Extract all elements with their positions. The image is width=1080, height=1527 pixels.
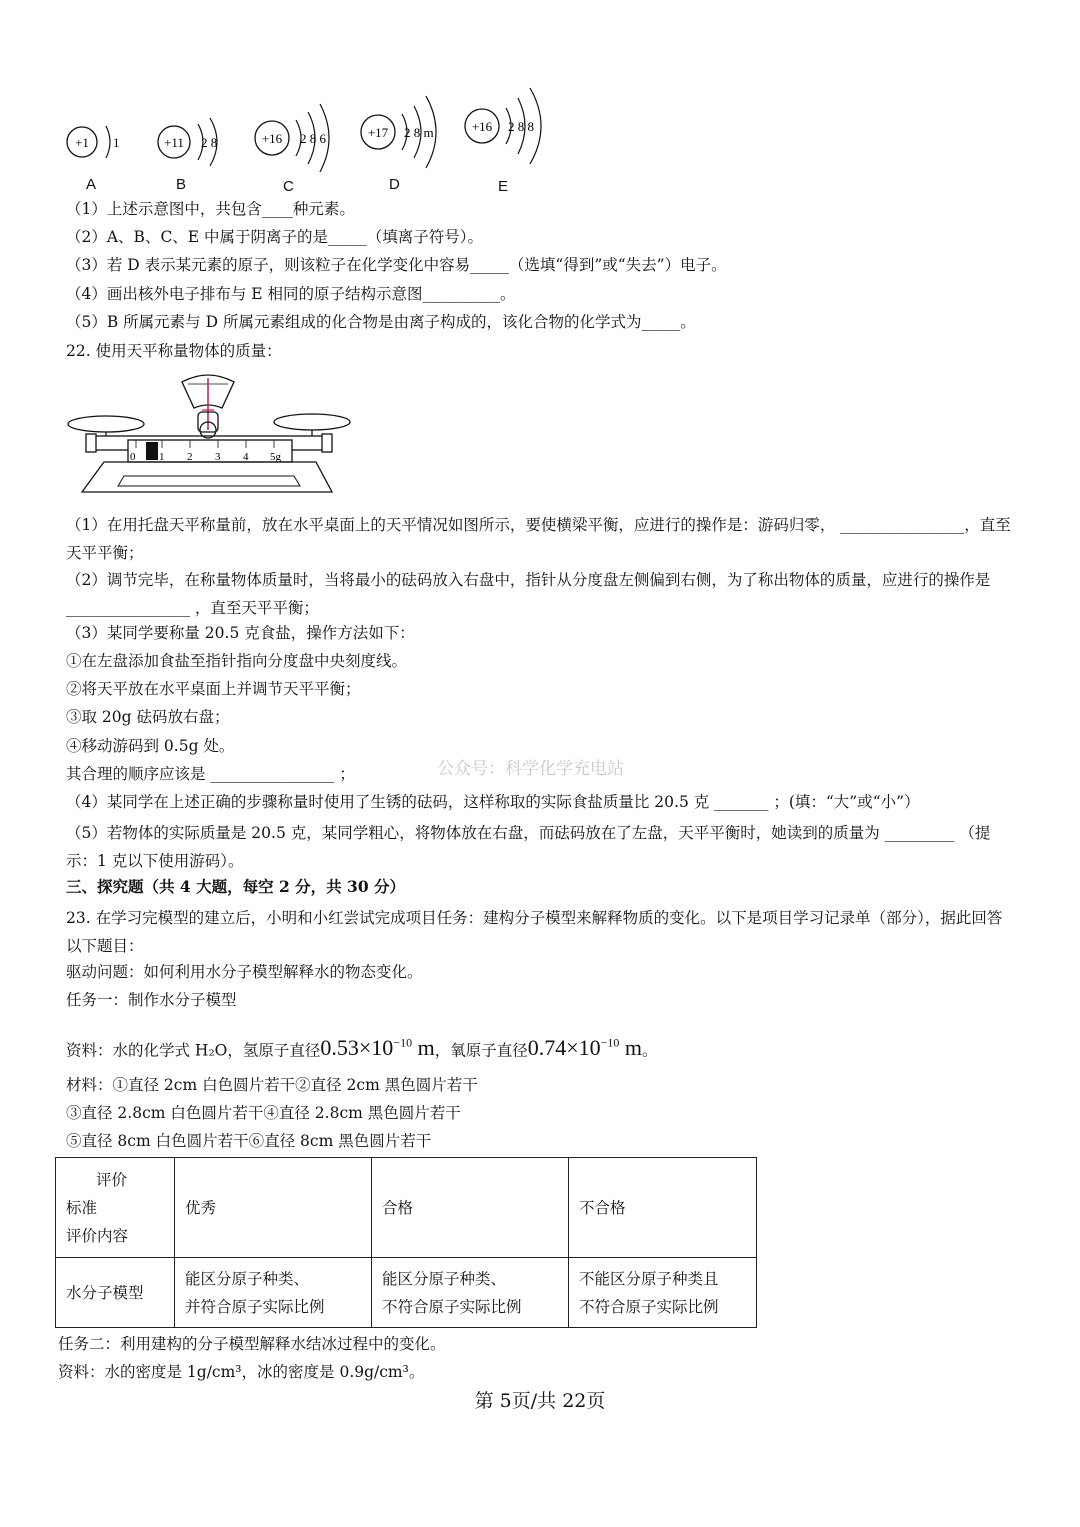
q22-p5: （5）若物体的实际质量是 20.5 克，某同学粗心，将物体放在右盘，而砝码放在了左盘，天平平衡时，她读到的质量为 _________ （提示：1 克以下使用游码）。 (66, 824, 991, 870)
q22-step-1: ①在左盘添加食盐至指针指向分度盘中央刻度线。 (66, 652, 408, 670)
q22-p1: （1）在用托盘天平称量前，放在水平桌面上的天平情况如图所示，要使横梁平衡，应进行的操作是：游码归零， ________________，直至天平平衡； (66, 516, 1011, 562)
q21-3: （3）若 D 表示某元素的原子，则该粒子在化学变化中容易_____（选填“得到”或“失去”）电子。 (66, 256, 727, 274)
atom-c-nucleus: +16 (261, 131, 283, 146)
atom-label-d: D (389, 176, 400, 193)
atom-a-svg (66, 112, 136, 172)
tick-5: 5g (270, 451, 281, 463)
atom-label-a: A (86, 176, 97, 193)
o-diameter: $0.74\times 10^{-10}$ m (527, 1035, 643, 1061)
atom-diagram-a (66, 112, 136, 176)
q23-materials-1: 材料：①直径 2cm 白色圆片若干②直径 2cm 黑色圆片若干 (66, 1076, 478, 1094)
atom-b-svg (158, 112, 238, 172)
tick-4: 4 (243, 451, 249, 463)
tick-0: 0 (130, 451, 136, 463)
q23-question: 驱动问题：如何利用水分子模型解释水的物态变化。 (66, 963, 423, 981)
cell-pass: 能区分原子种类、 不符合原子实际比例 (372, 1258, 569, 1328)
atom-d-svg (360, 92, 460, 172)
q22-p2: （2）调节完毕，在称量物体质量时，当将最小的砝码放入右盘中，指针从分度盘左侧偏到右侧，为了称出物体的质量，应进行的操作是 ________________ ，直至天平平衡； (66, 571, 991, 617)
table-corner-cell: 评价 标准 评价内容 (56, 1158, 175, 1258)
atom-diagram-e (464, 86, 564, 170)
section-3-heading: 三、探究题（共 4 大题，每空 2 分，共 30 分） (66, 877, 406, 896)
atom-e-nucleus: +16 (471, 119, 493, 134)
q21-1: （1）上述示意图中，共包含____种元素。 (66, 200, 355, 218)
atom-label-c: C (283, 178, 294, 195)
balance-figure (64, 370, 356, 498)
table-row (56, 1258, 757, 1328)
atom-c-shells: 2 8 6 (300, 131, 326, 146)
q23-materials-3: ⑤直径 8cm 白色圆片若干⑥直径 8cm 黑色圆片若干 (66, 1132, 432, 1150)
atom-diagram-b (158, 112, 238, 176)
q22-p4: （4）某同学在上述正确的步骤称量时使用了生锈的砝码，这样称取的实际食盐质量比 20.5 克 _______ ；(填：“大”或“小”） (66, 793, 920, 811)
evaluation-table (55, 1157, 757, 1328)
q21-2: （2）A、B、C、E 中属于阴离子的是_____（填离子符号）。 (66, 228, 484, 246)
atom-e-svg (464, 86, 564, 166)
header-pass: 合格 (372, 1158, 569, 1258)
q21-5: （5）B 所属元素与 D 所属元素组成的化合物是由离子构成的，该化合物的化学式为_____。 (66, 313, 696, 331)
watermark: 公众号：科学化学充电站 (437, 759, 624, 778)
q22-step-3: ③取 20g 砝码放右盘； (66, 708, 230, 726)
atom-a-shells: 1 (113, 135, 120, 150)
q23-density: 资料：水的密度是 1g/cm³，冰的密度是 0.9g/cm³。 (58, 1363, 425, 1381)
page-footer: 第 5页/共 22页 (474, 1390, 606, 1412)
tick-3: 3 (215, 451, 221, 463)
q21-4: （4）画出核外电子排布与 E 相同的原子结构示意图__________。 (66, 285, 516, 303)
q23-task1: 任务一：制作水分子模型 (66, 991, 237, 1009)
tick-1: 1 (159, 451, 165, 463)
q22-p3: （3）某同学要称量 20.5 克食盐，操作方法如下： (66, 624, 415, 642)
cell-fail: 不能区分原子种类且 不符合原子实际比例 (569, 1258, 757, 1328)
q22-step-4: ④移动游码到 0.5g 处。 (66, 737, 235, 755)
header-fail: 不合格 (569, 1158, 757, 1258)
atom-label-b: B (176, 176, 187, 193)
header-excellent: 优秀 (175, 1158, 372, 1258)
tick-2: 2 (187, 451, 193, 463)
q23-task2: 任务二：利用建构的分子模型解释水结冰过程中的变化。 (58, 1335, 446, 1353)
row-label: 水分子模型 (56, 1258, 175, 1328)
atom-c-svg (254, 98, 354, 178)
atom-diagram-d (360, 92, 460, 176)
atom-d-nucleus: +17 (367, 125, 389, 140)
atom-label-e: E (498, 178, 509, 195)
q23-intro: 23. 在学习完模型的建立后，小明和小红尝试完成项目任务：建构分子模型来解释物质的变化。以下是项目学习记录单（部分），据此回答以下题目： (66, 909, 1003, 955)
atom-e-shells: 2 8 8 (508, 119, 534, 134)
atom-b-nucleus: +11 (164, 135, 184, 150)
q23-data-prefix: 资料：水的化学式 H₂O，氢原子直径 (66, 1041, 321, 1060)
table-header-row (56, 1158, 757, 1258)
q22-step-2: ②将天平放在水平桌面上并调节天平平衡； (66, 680, 361, 698)
atom-d-shells: 2 8 m (404, 125, 434, 140)
atom-diagram-c (254, 98, 354, 182)
h-diameter: $0.53\times 10^{-10}$ m (320, 1035, 435, 1061)
atom-a-nucleus: +1 (75, 135, 89, 150)
q22-order: 其合理的顺序应该是 ________________ ； (66, 765, 355, 783)
atom-b-shells: 2 8 (201, 135, 218, 150)
q22-title: 22. 使用天平称量物体的质量： (66, 342, 282, 360)
q23-data-line: 资料：水的化学式 H₂O，氢原子直径$0.53\times 10^{-10}$ m，氧原子直径$0.74\times 10^{-10}$ m。 (66, 1035, 658, 1061)
q23-materials-2: ③直径 2.8cm 白色圆片若干④直径 2.8cm 黑色圆片若干 (66, 1104, 461, 1122)
cell-excellent: 能区分原子种类、 并符合原子实际比例 (175, 1258, 372, 1328)
q23-o-prefix: ，氧原子直径 (434, 1041, 528, 1060)
